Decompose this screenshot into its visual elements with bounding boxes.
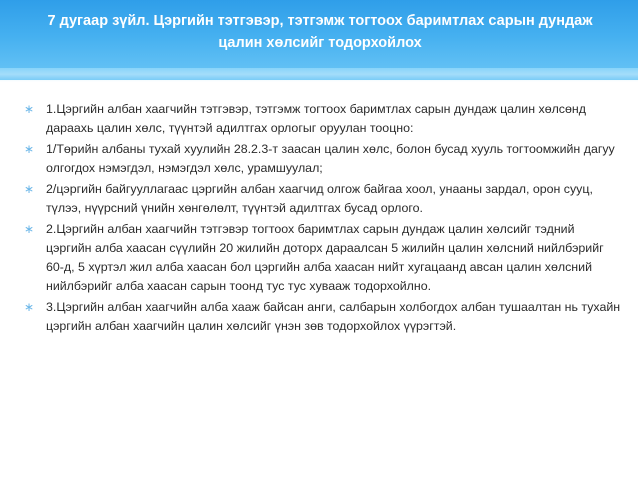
list-item-text: 2/цэргийн байгууллагаас цэргийн албан хаагчид олгож байгаа хоол, унааны зардал, орон сууц, түлээ, нүүрсний үнийн хөнгөлөлт, түүнтэй адилтгах бусад орлого. <box>46 182 593 215</box>
list-item-text: 2.Цэргийн албан хаагчийн тэтгэвэр тогтоох баримтлах сарын дундаж цалин хөлсийг тэдний цэргийн алба хаасан сүүлийн 20 жилийн доторх дараалсан 5 жилийн цалин хөлсний нийлбэрийг 60-д, 5 хүртэл жил алба хаасан бол цэргийн алба хаасан нийт хугацаанд авсан цалин хөлсний нийлбэрийг алба хаасан сарын тоонд тус тус хувааж тодорхойлно. <box>46 222 604 293</box>
bullet-icon: ∗ <box>24 182 35 196</box>
bullet-icon: ∗ <box>24 222 35 236</box>
list-item <box>22 298 622 336</box>
list-item <box>22 220 622 296</box>
list-item-text: 1.Цэргийн албан хаагчийн тэтгэвэр, тэтгэмж тогтоох баримтлах сарын дундаж цалин хөлсөнд дараахь цалин хөлс, түүнтэй адилтгах орлогыг оруулан тооцно: <box>46 102 586 135</box>
list-item <box>22 100 622 138</box>
title-banner-fade <box>0 68 638 82</box>
list-item-text: 1/Төрийн албаны тухай хуулийн 28.2.3-т заасан цалин хөлс, болон бусад хууль тогтоомжийн дагуу олгогдох нэмэгдэл, нэмэгдэл хөлс, урамшуулал; <box>46 142 615 175</box>
list-item <box>22 180 622 218</box>
list-item <box>22 140 622 178</box>
list-item-text: 3.Цэргийн албан хаагчийн алба хааж байсан анги, салбарын холбогдох албан тушаалтан нь тухайн цэргийн албан хаагчийн цалин хөлсийг үнэн зөв тодорхойлох үүрэгтэй. <box>46 300 621 333</box>
slide-title: 7 дугаар зүйл. Цэргийн тэтгэвэр, тэтгэмж тогтоох баримтлах сарын дундаж цалин хөлсийг тодорхойлох <box>47 13 593 51</box>
bullet-list <box>22 100 622 338</box>
bullet-icon: ∗ <box>24 142 35 156</box>
bullet-icon: ∗ <box>24 102 35 116</box>
bullet-icon: ∗ <box>24 300 35 314</box>
